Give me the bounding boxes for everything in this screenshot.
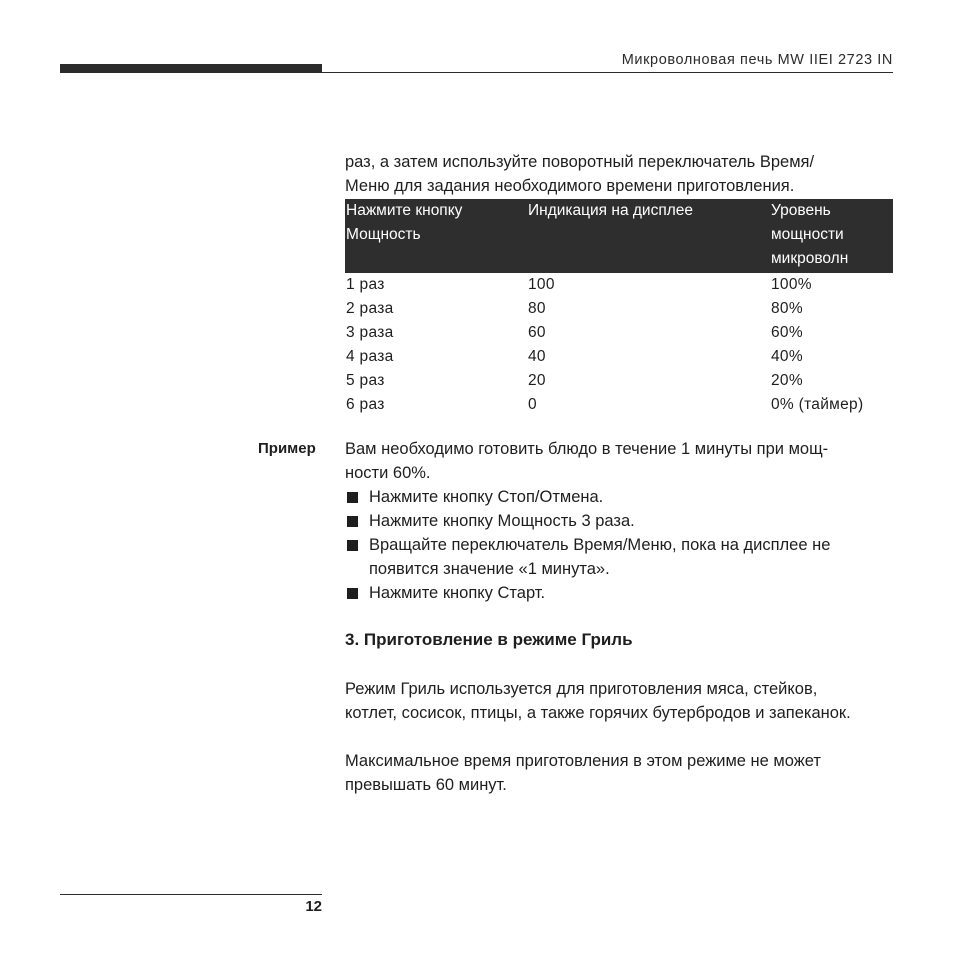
paragraph-line: Режим Гриль используется для приготовления мяса, стейков, — [345, 680, 818, 698]
example-block — [345, 437, 893, 605]
cell-press: 6 раз — [346, 396, 385, 413]
cell-level: 20% — [771, 372, 803, 389]
table-header-row — [345, 199, 893, 273]
intro-paragraph — [345, 150, 893, 198]
cell-display: 20 — [528, 372, 546, 389]
intro-line: Меню для задания необходимого времени приготовления. — [345, 177, 795, 195]
paragraph-line: превышать 60 минут. — [345, 776, 507, 794]
table-row — [345, 273, 893, 297]
cell-display: 80 — [528, 300, 546, 317]
header-power-level — [770, 199, 893, 273]
step-text: Нажмите кнопку Стоп/Отмена. — [369, 488, 604, 506]
header-text: Индикация на дисплее — [528, 202, 693, 219]
page-number: 12 — [305, 898, 322, 915]
header-text: Мощность — [346, 226, 421, 243]
table-row — [345, 393, 893, 417]
step-text: Нажмите кнопку Старт. — [369, 584, 546, 602]
cell-level: 100% — [771, 276, 812, 293]
square-bullet-icon — [347, 588, 358, 599]
cell-level: 80% — [771, 300, 803, 317]
header-rule — [60, 72, 893, 73]
cell-display: 0 — [528, 396, 537, 413]
intro-line: раз, а затем используйте поворотный переключатель Время/ — [345, 153, 815, 171]
cell-press: 4 раза — [346, 348, 394, 365]
cell-press: 2 раза — [346, 300, 394, 317]
example-text — [345, 437, 893, 485]
cell-press: 1 раз — [346, 276, 385, 293]
list-item — [345, 533, 893, 581]
header-text: мощности — [771, 226, 844, 243]
example-line: ности 60%. — [345, 464, 431, 482]
grill-paragraph — [345, 677, 893, 725]
square-bullet-icon — [347, 492, 358, 503]
table-row — [345, 345, 893, 369]
max-time-paragraph — [345, 749, 893, 797]
list-item — [345, 485, 893, 509]
steps-list — [345, 485, 893, 605]
list-item — [345, 509, 893, 533]
header-display — [527, 199, 770, 273]
cell-level: 0% (таймер) — [771, 396, 864, 413]
table-row — [345, 369, 893, 393]
step-text: Нажмите кнопку Мощность 3 раза. — [369, 512, 635, 530]
example-line: Вам необходимо готовить блюдо в течение 1 минуты при мощ- — [345, 440, 829, 458]
list-item — [345, 581, 893, 605]
document-title: Микроволновая печь MW IIEI 2723 IN — [621, 52, 893, 68]
square-bullet-icon — [347, 540, 358, 551]
table-row — [345, 297, 893, 321]
step-text: появится значение «1 минута». — [369, 560, 610, 578]
paragraph-line: котлет, сосисок, птицы, а также горячих бутербродов и запеканок. — [345, 704, 851, 722]
cell-display: 100 — [528, 276, 555, 293]
cell-level: 40% — [771, 348, 803, 365]
power-level-table — [345, 199, 893, 417]
example-label: Пример — [258, 440, 316, 457]
header-press-count — [345, 199, 527, 273]
cell-level: 60% — [771, 324, 803, 341]
header-text: Уровень — [771, 202, 831, 219]
cell-display: 40 — [528, 348, 546, 365]
section-heading: 3. Приготовление в режиме Гриль — [345, 630, 633, 649]
cell-display: 60 — [528, 324, 546, 341]
step-text: Вращайте переключатель Время/Меню, пока на дисплее не — [369, 536, 831, 554]
header-text: микроволн — [771, 250, 849, 267]
footer-rule — [60, 894, 322, 895]
cell-press: 3 раза — [346, 324, 394, 341]
cell-press: 5 раз — [346, 372, 385, 389]
header-text: Нажмите кнопку — [346, 202, 463, 219]
square-bullet-icon — [347, 516, 358, 527]
table-row — [345, 321, 893, 345]
paragraph-line: Максимальное время приготовления в этом режиме не может — [345, 752, 821, 770]
